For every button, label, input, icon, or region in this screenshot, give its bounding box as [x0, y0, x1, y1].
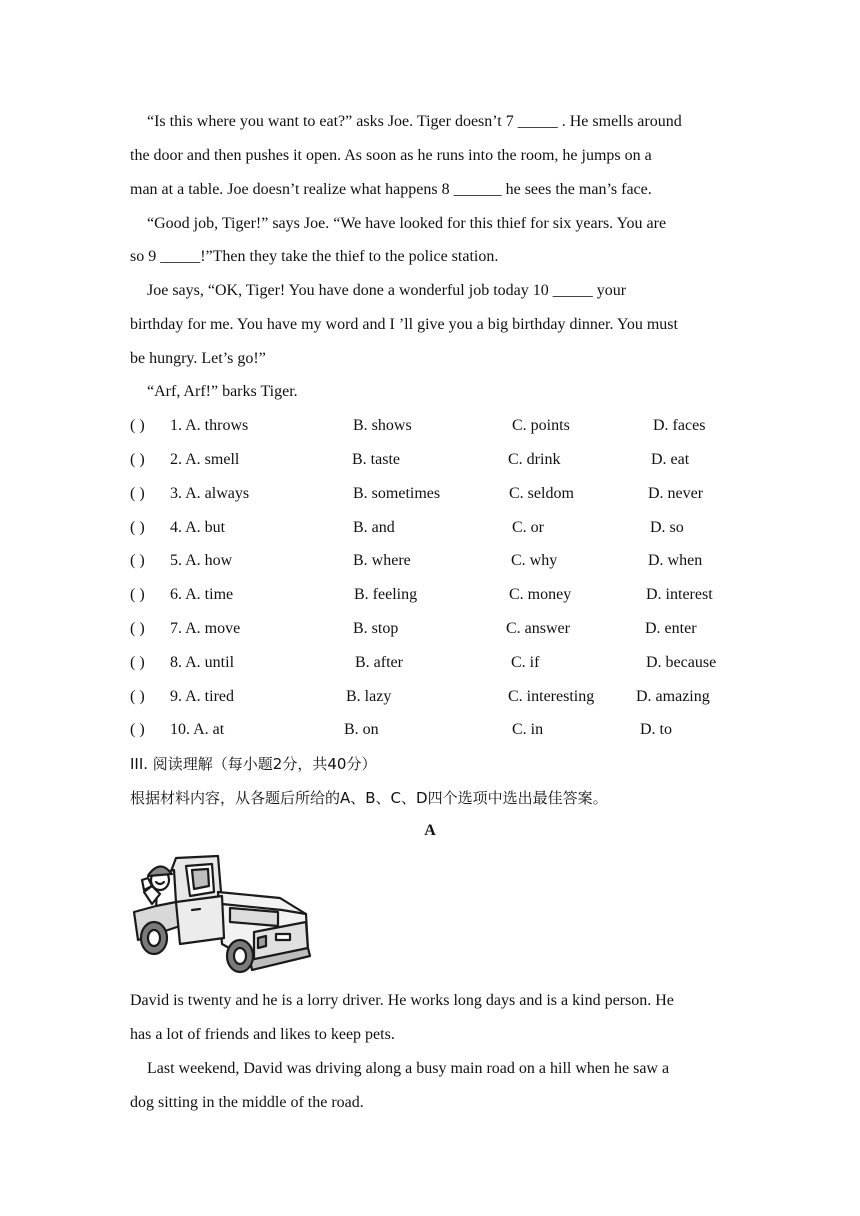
passage-line: man at a table. Joe doesn’t realize what happens 8 ______ he sees the man’s face.: [130, 181, 652, 198]
option-c: C. points: [512, 417, 570, 434]
section-instruction: 根据材料内容，从各题后所给的A、B、C、D四个选项中选出最佳答案。: [130, 789, 608, 807]
passage-line: has a lot of friends and likes to keep pets.: [130, 1026, 395, 1043]
passage-line: Last weekend, David was driving along a busy main road on a hill when he saw a: [147, 1060, 670, 1077]
question-row: [130, 687, 730, 707]
passage-line: birthday for me. You have my word and I ’ll give you a big birthday dinner. You must: [130, 316, 678, 333]
option-c: C. answer: [506, 620, 570, 637]
passage-line: be hungry. Let’s go!”: [130, 350, 266, 367]
option-c: C. if: [511, 654, 540, 671]
answer-blank[interactable]: ( ): [130, 519, 145, 536]
answer-blank[interactable]: ( ): [130, 654, 145, 671]
option-b: B. lazy: [346, 688, 392, 705]
answer-blank[interactable]: ( ): [130, 721, 145, 738]
option-d: D. never: [648, 485, 704, 502]
option-d: D. faces: [653, 417, 706, 434]
answer-blank[interactable]: ( ): [130, 485, 145, 502]
answer-blank[interactable]: ( ): [130, 451, 145, 468]
passage-line: “Good job, Tiger!” says Joe. “We have looked for this thief for six years. You are: [147, 215, 667, 232]
question-row: [130, 619, 730, 639]
option-d: D. eat: [651, 451, 690, 468]
option-d: D. so: [650, 519, 684, 536]
pickup-truck-driver-icon: [130, 852, 312, 976]
option-a: 6. A. time: [170, 586, 234, 603]
option-b: B. taste: [352, 451, 400, 468]
passage-line: so 9 _____!”Then they take the thief to the police station.: [130, 248, 499, 265]
option-a: 5. A. how: [170, 552, 233, 569]
passage-line: Joe says, “OK, Tiger! You have done a wonderful job today 10 _____ your: [147, 282, 627, 299]
question-row: [130, 720, 730, 740]
option-a: 9. A. tired: [170, 688, 234, 705]
question-row: [130, 518, 730, 538]
option-c: C. drink: [508, 451, 561, 468]
option-b: B. after: [355, 654, 403, 671]
option-b: B. and: [353, 519, 395, 536]
option-c: C. in: [512, 721, 544, 738]
answer-blank[interactable]: ( ): [130, 620, 145, 637]
option-d: D. because: [646, 654, 717, 671]
option-d: D. amazing: [636, 688, 710, 705]
question-row: [130, 551, 730, 571]
question-row: [130, 653, 730, 673]
option-b: B. stop: [353, 620, 399, 637]
option-d: D. interest: [646, 586, 713, 603]
option-a: 1. A. throws: [170, 417, 249, 434]
question-row: [130, 450, 730, 470]
option-c: C. money: [509, 586, 572, 603]
passage-line: the door and then pushes it open. As soon as he runs into the room, he jumps on a: [130, 147, 652, 164]
section-heading: III. 阅读理解（每小题2分，共40分）: [130, 755, 377, 773]
option-b: B. where: [353, 552, 411, 569]
passage-line: “Is this where you want to eat?” asks Joe. Tiger doesn’t 7 _____ . He smells around: [147, 113, 682, 130]
option-a: 2. A. smell: [170, 451, 240, 468]
option-d: D. enter: [645, 620, 697, 637]
question-row: [130, 416, 730, 436]
option-a: 10. A. at: [170, 721, 225, 738]
answer-blank[interactable]: ( ): [130, 417, 145, 434]
passage-label: A: [424, 822, 436, 839]
option-d: D. to: [640, 721, 672, 738]
option-c: C. seldom: [509, 485, 574, 502]
option-a: 3. A. always: [170, 485, 250, 502]
answer-blank[interactable]: ( ): [130, 688, 145, 705]
option-b: B. shows: [353, 417, 412, 434]
answer-blank[interactable]: ( ): [130, 586, 145, 603]
option-d: D. when: [648, 552, 703, 569]
option-a: 7. A. move: [170, 620, 241, 637]
option-b: B. sometimes: [353, 485, 441, 502]
option-c: C. interesting: [508, 688, 595, 705]
option-b: B. on: [344, 721, 379, 738]
question-row: [130, 585, 730, 605]
passage-line: dog sitting in the middle of the road.: [130, 1094, 364, 1111]
option-a: 8. A. until: [170, 654, 235, 671]
option-c: C. or: [512, 519, 544, 536]
question-row: [130, 484, 730, 504]
answer-blank[interactable]: ( ): [130, 552, 145, 569]
passage-line: David is twenty and he is a lorry driver. He works long days and is a kind person. He: [130, 992, 674, 1009]
passage-line: “Arf, Arf!” barks Tiger.: [147, 383, 298, 400]
option-c: C. why: [511, 552, 558, 569]
option-b: B. feeling: [354, 586, 418, 603]
option-a: 4. A. but: [170, 519, 226, 536]
